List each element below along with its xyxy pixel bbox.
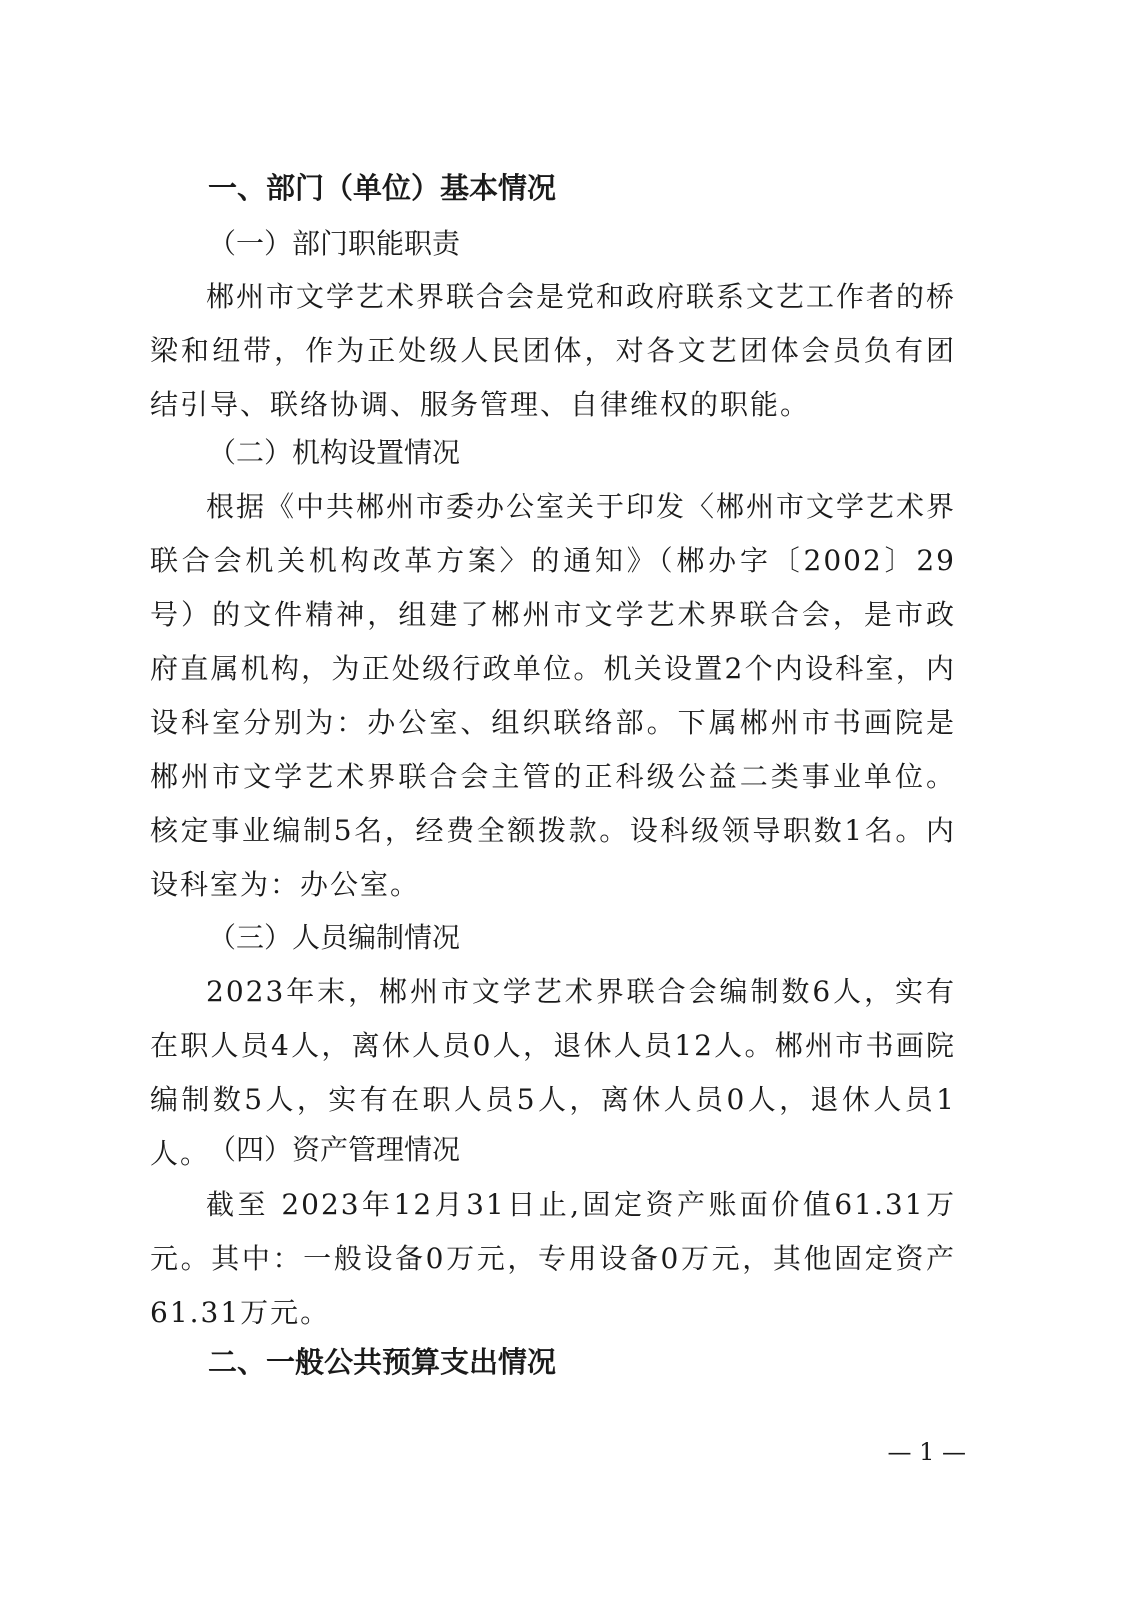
subsection-1-paragraph: 郴州市文学艺术界联合会是党和政府联系文艺工作者的桥梁和纽带，作为正处级人民团体，对各文艺团体会员负有团结引导、联络协调、服务管理、自律维权的职能。 (150, 280, 957, 421)
subsection-2-heading: （二）机构设置情况 (208, 436, 461, 469)
subsection-4-paragraph: 截至 2023年12月31日止,固定资产账面价值61.31万元。其中：一般设备0万元，专用设备0万元，其他固定资产61.31万元。 (150, 1188, 956, 1329)
subsection-1-heading: （一）部门职能职责 (208, 227, 461, 260)
subsection-3-paragraph: 2023年末，郴州市文学艺术界联合会编制数6人，实有在职人员4人，离休人员0人，退休人员12人。郴州市书画院编制数5人，实有在职人员5人，离休人员0人，退休人员1人。 (150, 975, 956, 1170)
subsection-2-paragraph: 根据《中共郴州市委办公室关于印发〈郴州市文学艺术界联合会机关机构改革方案〉的通知》（郴办字〔2002〕29号）的文件精神，组建了郴州市文学艺术界联合会，是市政府直属机构，为正处级行政单位。机关设置2个内设科室，内设科室分别为：办公室、组织联络部。下属郴州市书画院是郴州市文学艺术界联合会主管的正科级公益二类事业单位。核定事业编制5名，经费全额拨款。设科级领导职数1名。内设科室为：办公室。 (150, 490, 957, 901)
section-2-heading: 二、一般公共预算支出情况 (208, 1345, 557, 1379)
subsection-4-heading: （四）资产管理情况 (208, 1133, 461, 1166)
subsection-3-heading: （三）人员编制情况 (208, 921, 461, 954)
section-1-heading: 一、部门（单位）基本情况 (208, 171, 557, 205)
page-number: — 1 — (887, 1438, 966, 1466)
